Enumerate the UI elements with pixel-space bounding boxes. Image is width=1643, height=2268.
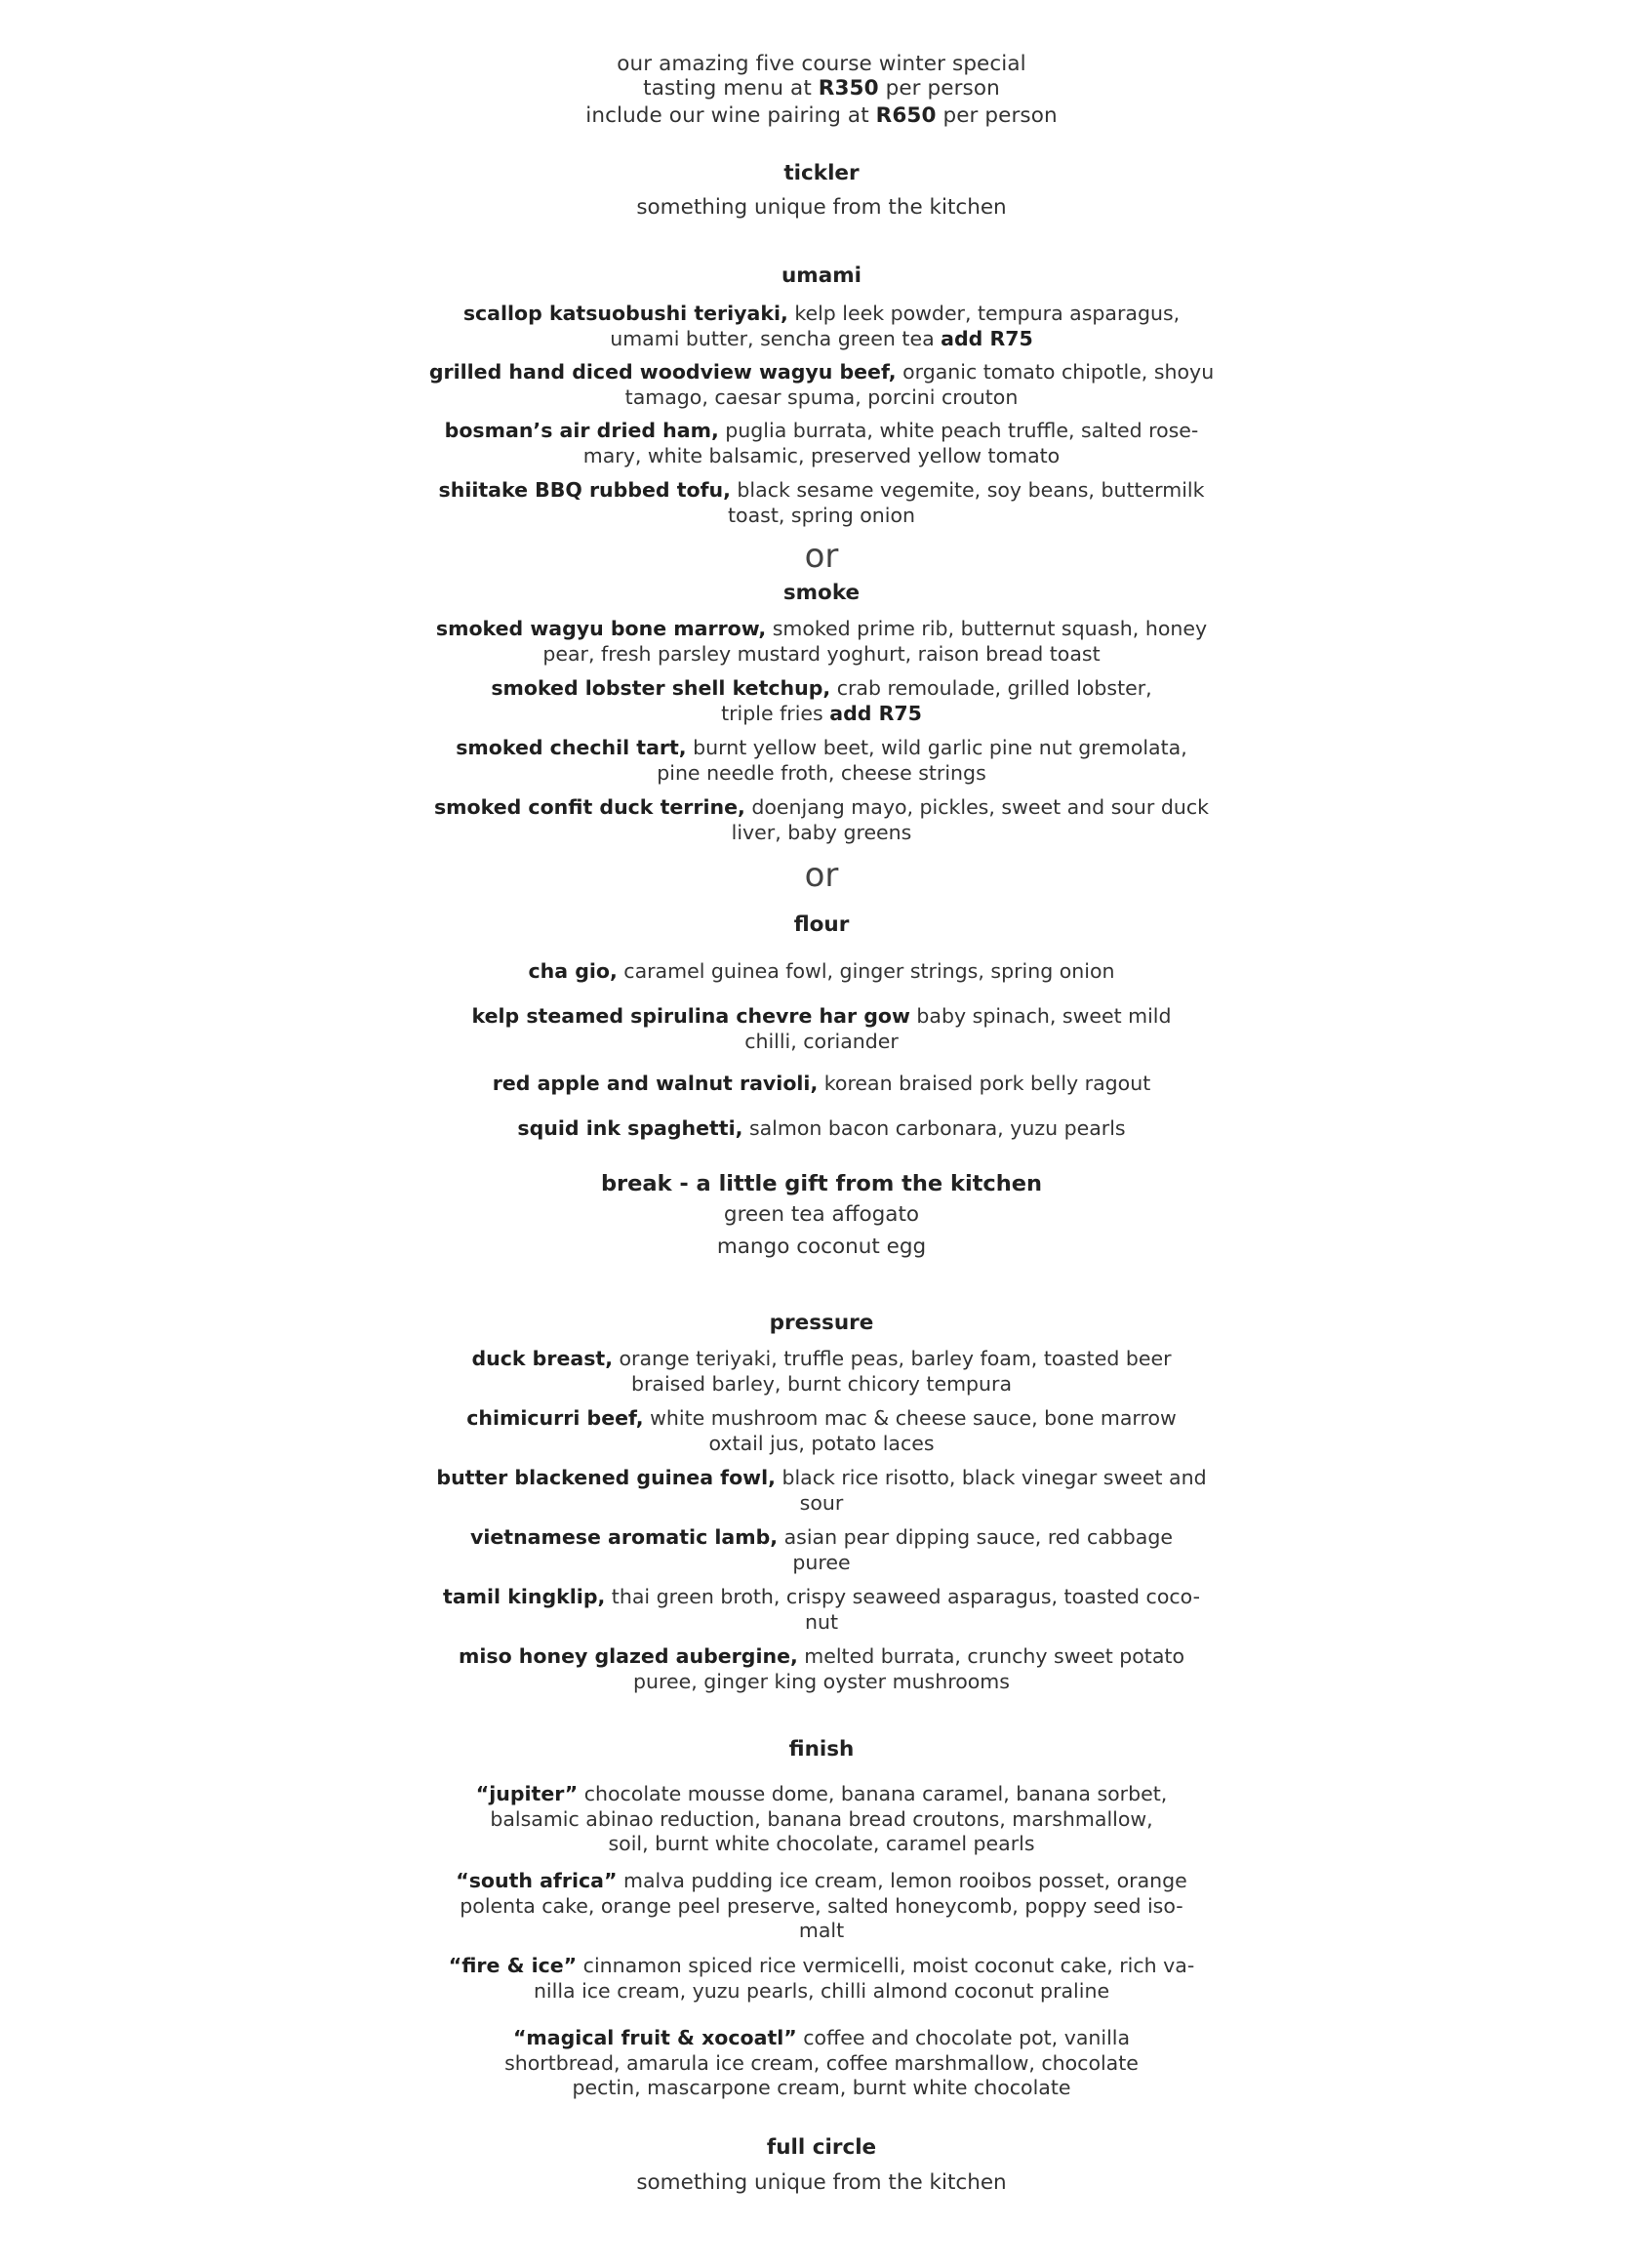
break-item: green tea affogato xyxy=(723,1202,920,1227)
or-divider xyxy=(426,856,1217,895)
finish-heading-block xyxy=(426,1737,1217,1762)
dish-name: red apple and walnut ravioli, xyxy=(492,1072,819,1095)
full-circle-heading: full circle xyxy=(766,2135,877,2160)
dish-name: butter blackened guinea fowl, xyxy=(436,1466,776,1489)
intro-line-1-text: our amazing five course winter special xyxy=(617,52,1026,76)
pressure-heading-block xyxy=(426,1311,1217,1336)
dish-name: grilled hand diced woodview wagyu beef, xyxy=(428,360,897,384)
dish-desc: smoked prime rib, butternut squash, honey xyxy=(766,617,1208,640)
dish-desc: orange teriyaki, truffle peas, barley foam, toasted beer xyxy=(613,1347,1172,1370)
dish-desc: black sesame vegemite, soy beans, buttermilk xyxy=(730,478,1205,502)
dish-line xyxy=(426,1347,1217,1372)
dish-line xyxy=(426,419,1217,444)
dish-desc: puree, ginger king oyster mushrooms xyxy=(633,1669,1010,1693)
dish-desc: polenta cake, orange peel preserve, salted honeycomb, poppy seed iso- xyxy=(460,1893,1183,1918)
dish-desc: tamago, caesar spuma, porcini crouton xyxy=(624,385,1019,409)
dish-line xyxy=(426,302,1217,327)
dish-desc: malt xyxy=(798,1919,845,1942)
umami-dish xyxy=(426,419,1217,468)
or-divider-text: or xyxy=(804,856,839,895)
intro-line-3-post: per person xyxy=(936,103,1058,128)
dish-line xyxy=(426,1525,1217,1551)
dish-desc: mary, white balsamic, preserved yellow tomato xyxy=(582,443,1061,467)
umami-heading: umami xyxy=(781,263,862,288)
dish-desc: triple fries xyxy=(721,701,830,725)
dish-line xyxy=(426,360,1217,385)
break-item: mango coconut egg xyxy=(716,1235,927,1259)
dish-desc: shortbread, amarula ice cream, coffee marshmallow, chocolate xyxy=(504,2050,1139,2075)
dish-line xyxy=(426,1954,1217,1979)
umami-heading-block xyxy=(426,263,1217,289)
dish-desc: black rice risotto, black vinegar sweet and xyxy=(775,1466,1207,1489)
dish-desc: crab remoulade, grilled lobster, xyxy=(830,676,1152,700)
dish-name: vietnamese aromatic lamb, xyxy=(470,1525,779,1549)
intro-line-2 xyxy=(426,75,1217,101)
dish-supplement: add R75 xyxy=(941,326,1033,350)
dish-line xyxy=(426,1782,1217,1807)
dish-name: kelp steamed spirulina chevre har gow xyxy=(471,1004,910,1028)
dish-desc: pectin, mascarpone cream, burnt white chocolate xyxy=(572,2076,1071,2099)
dish-desc: salmon bacon carbonara, yuzu pearls xyxy=(742,1116,1126,1140)
dish-desc: coffee and chocolate pot, vanilla xyxy=(796,2026,1131,2049)
flour-heading: flour xyxy=(793,912,850,937)
umami-dish xyxy=(426,360,1217,410)
dish-desc: toast, spring onion xyxy=(728,503,915,527)
menu-intro xyxy=(426,51,1217,129)
dish-name: duck breast, xyxy=(471,1347,613,1370)
dish-desc: baby spinach, sweet mild xyxy=(909,1004,1172,1028)
flour-dish xyxy=(426,1004,1217,1054)
full-circle-section xyxy=(426,2135,1217,2196)
dish-line xyxy=(426,1869,1217,1894)
dish-name: smoked lobster shell ketchup, xyxy=(491,676,831,700)
dish-desc: balsamic abinao reduction, banana bread croutons, marshmallow, xyxy=(490,1806,1153,1831)
dish-name: tamil kingklip, xyxy=(443,1585,606,1608)
dish-desc: liver, baby greens xyxy=(731,820,912,844)
full-circle-note: something unique from the kitchen xyxy=(636,2170,1007,2195)
dish-desc: organic tomato chipotle, shoyu xyxy=(896,360,1215,384)
dish-line xyxy=(426,1072,1217,1097)
wine-pairing-price: R650 xyxy=(875,103,937,128)
dish-name: smoked confit duck terrine, xyxy=(433,795,745,819)
dish-desc: sour xyxy=(799,1490,844,1515)
dish-name: chimicurri beef, xyxy=(466,1406,644,1430)
dish-line xyxy=(426,676,1217,702)
dish-desc: soil, burnt white chocolate, caramel pearls xyxy=(608,1832,1035,1855)
pressure-dish xyxy=(426,1525,1217,1575)
dish-name: “fire & ice” xyxy=(448,1954,578,1977)
dish-line xyxy=(426,736,1217,761)
dish-name: “south africa” xyxy=(456,1869,618,1892)
dish-desc: doenjang mayo, pickles, sweet and sour duck xyxy=(744,795,1210,819)
dish-line xyxy=(426,617,1217,642)
dish-desc: oxtail jus, potato laces xyxy=(708,1431,935,1455)
dish-line xyxy=(426,795,1217,821)
finish-dish xyxy=(426,1869,1217,1944)
pressure-dish xyxy=(426,1406,1217,1456)
dish-name: shiitake BBQ rubbed tofu, xyxy=(438,478,731,502)
dish-name: cha gio, xyxy=(528,959,618,983)
dish-line xyxy=(426,2026,1217,2051)
dish-desc: chocolate mousse dome, banana caramel, banana sorbet, xyxy=(578,1782,1168,1805)
dish-name: scallop katsuobushi teriyaki, xyxy=(462,302,788,325)
intro-line-2-pre: tasting menu at xyxy=(643,76,819,101)
dish-desc: umami butter, sencha green tea xyxy=(610,326,942,350)
flour-dish xyxy=(426,959,1217,985)
dish-desc: cinnamon spiced rice vermicelli, moist coconut cake, rich va- xyxy=(577,1954,1195,1977)
dish-desc: pine needle froth, cheese strings xyxy=(657,760,986,785)
flour-dish xyxy=(426,1116,1217,1142)
dish-line xyxy=(426,327,1217,352)
dish-name: bosman’s air dried ham, xyxy=(444,419,719,442)
pressure-heading: pressure xyxy=(769,1311,874,1335)
smoke-heading-block xyxy=(426,581,1217,606)
dish-desc: melted burrata, crunchy sweet potato xyxy=(797,1644,1184,1668)
intro-line-3 xyxy=(426,102,1217,129)
dish-line xyxy=(426,959,1217,985)
dish-desc: malva pudding ice cream, lemon rooibos posset, orange xyxy=(617,1869,1187,1892)
dish-name: smoked wagyu bone marrow, xyxy=(435,617,767,640)
intro-line-3-pre: include our wine pairing at xyxy=(585,103,876,128)
dish-line xyxy=(426,702,1217,727)
tickler-note: something unique from the kitchen xyxy=(636,195,1007,220)
intro-line-1 xyxy=(426,51,1217,77)
smoke-dish xyxy=(426,736,1217,786)
dish-desc: puglia burrata, white peach truffle, salted rose- xyxy=(718,419,1199,442)
intro-line-2-post: per person xyxy=(878,76,1000,101)
dish-desc: braised barley, burnt chicory tempura xyxy=(630,1371,1013,1396)
break-heading: break - a little gift from the kitchen xyxy=(600,1171,1043,1196)
dish-desc: burnt yellow beet, wild garlic pine nut gremolata, xyxy=(686,736,1187,759)
or-divider-text: or xyxy=(804,537,839,576)
dish-line xyxy=(426,1116,1217,1142)
pressure-dish xyxy=(426,1466,1217,1516)
dish-desc: caramel guinea fowl, ginger strings, spring onion xyxy=(617,959,1115,983)
dish-name: smoked chechil tart, xyxy=(456,736,687,759)
dish-desc: asian pear dipping sauce, red cabbage xyxy=(778,1525,1173,1549)
finish-dish xyxy=(426,2026,1217,2101)
dish-name: miso honey glazed aubergine, xyxy=(458,1644,798,1668)
or-divider xyxy=(426,537,1217,576)
dish-name: squid ink spaghetti, xyxy=(517,1116,743,1140)
dish-name: “magical fruit & xocoatl” xyxy=(512,2026,797,2049)
finish-dish xyxy=(426,1782,1217,1857)
flour-heading-block xyxy=(426,912,1217,938)
dish-line xyxy=(426,478,1217,504)
dish-line xyxy=(426,1004,1217,1030)
tasting-price: R350 xyxy=(818,76,879,101)
finish-heading: finish xyxy=(788,1737,855,1762)
break-section xyxy=(426,1171,1217,1260)
dish-desc: chilli, coriander xyxy=(744,1029,899,1053)
dish-supplement: add R75 xyxy=(829,701,922,725)
finish-dish xyxy=(426,1954,1217,2004)
pressure-dish xyxy=(426,1644,1217,1694)
dish-desc: puree xyxy=(792,1550,851,1574)
smoke-dish xyxy=(426,617,1217,667)
smoke-dish xyxy=(426,676,1217,726)
dish-desc: nut xyxy=(804,1609,839,1634)
dish-desc: kelp leek powder, tempura asparagus, xyxy=(787,302,1181,325)
pressure-dish xyxy=(426,1585,1217,1635)
dish-desc: white mushroom mac & cheese sauce, bone marrow xyxy=(643,1406,1177,1430)
dish-line xyxy=(426,1585,1217,1610)
tickler-section xyxy=(426,161,1217,221)
dish-line xyxy=(426,1466,1217,1491)
smoke-heading: smoke xyxy=(782,581,861,605)
umami-dish xyxy=(426,478,1217,528)
umami-dish xyxy=(426,302,1217,351)
pressure-dish xyxy=(426,1347,1217,1397)
tickler-heading: tickler xyxy=(783,161,860,185)
dish-line xyxy=(426,1644,1217,1670)
dish-name: “jupiter” xyxy=(475,1782,579,1805)
dish-desc: thai green broth, crispy seaweed asparagus, toasted coco- xyxy=(605,1585,1200,1608)
dish-desc: korean braised pork belly ragout xyxy=(818,1072,1151,1095)
dish-desc: pear, fresh parsley mustard yoghurt, raison bread toast xyxy=(542,641,1101,666)
dish-line xyxy=(426,1406,1217,1432)
flour-dish xyxy=(426,1072,1217,1097)
smoke-dish xyxy=(426,795,1217,845)
dish-desc: nilla ice cream, yuzu pearls, chilli almond coconut praline xyxy=(533,1978,1110,2003)
